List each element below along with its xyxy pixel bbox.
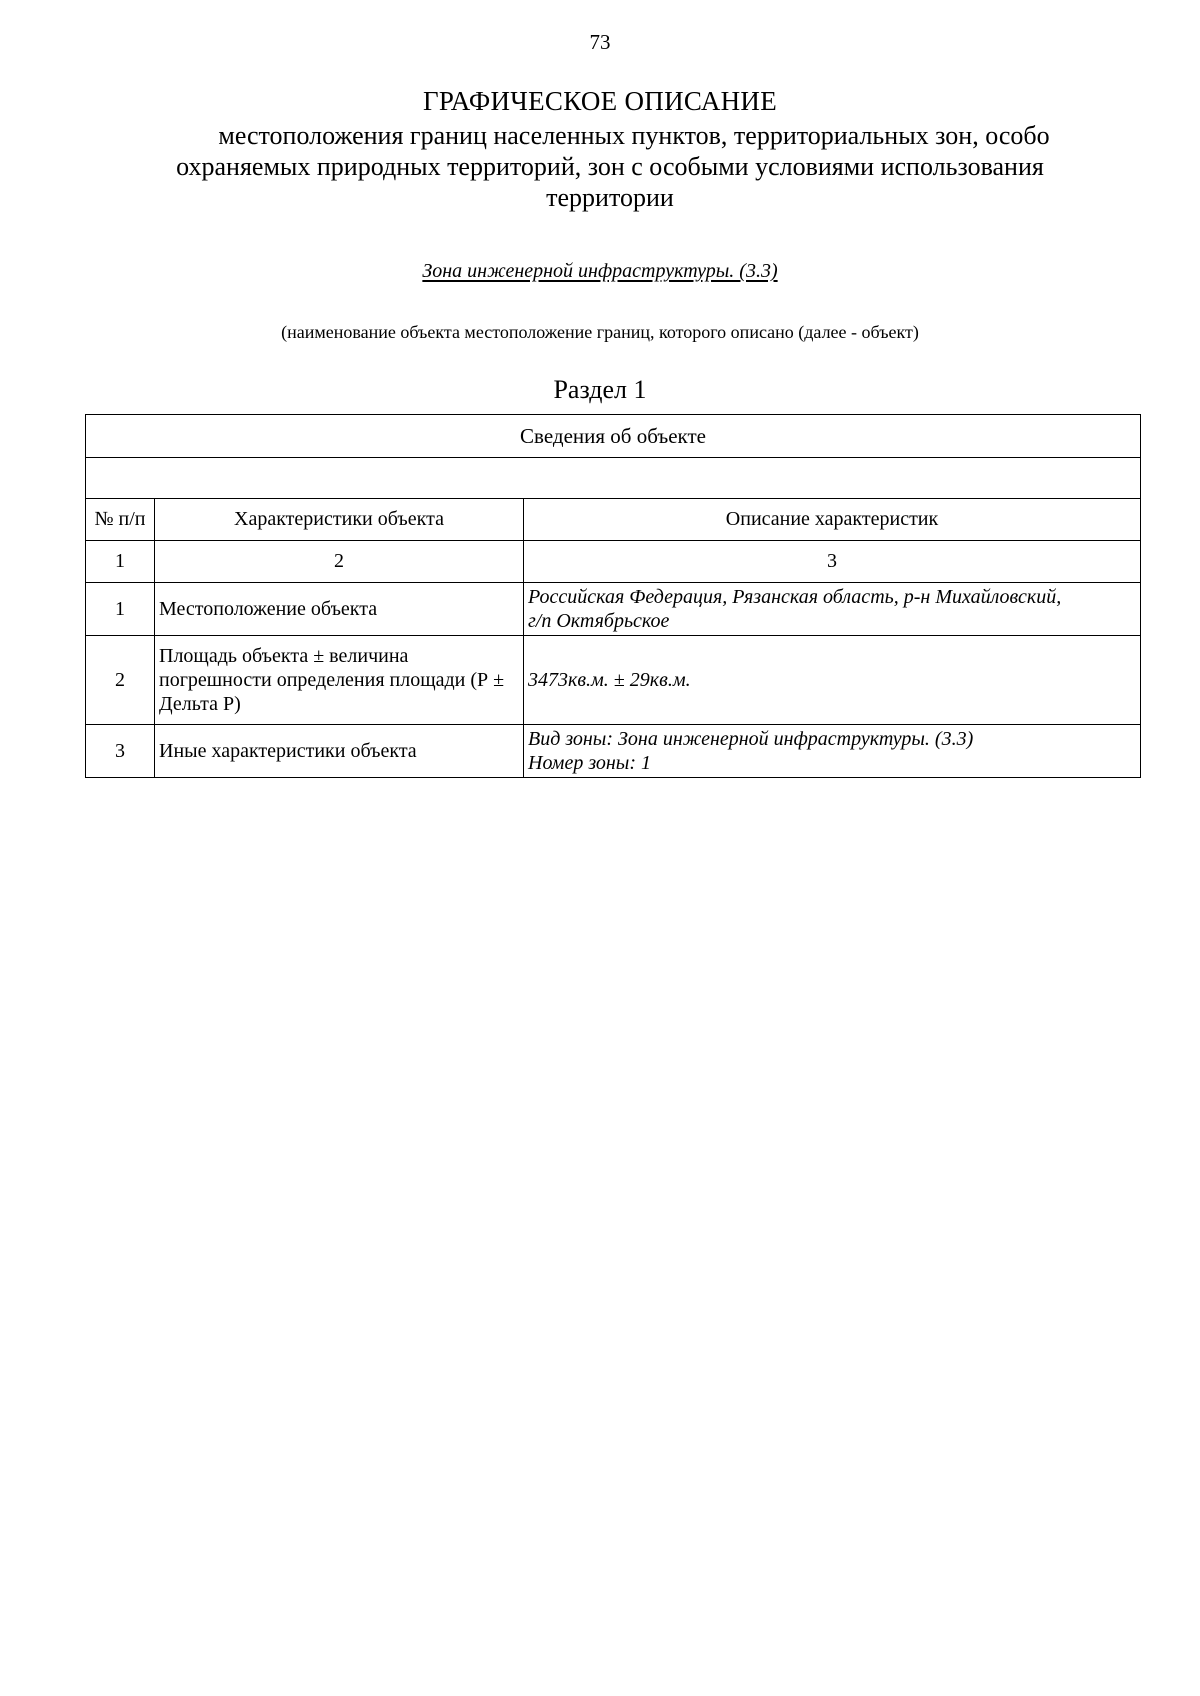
row-description: [524, 583, 1141, 636]
description-line: 3473кв.м. ± 29кв.м.: [528, 669, 691, 691]
object-caption: (наименование объекта местоположение границ, которого описано (далее - объект): [281, 322, 919, 342]
index-cell: 2: [155, 541, 524, 583]
row-characteristic: Площадь объекта ± величина погрешности определения площади (Р ± Дельта Р): [155, 636, 524, 725]
header-number: № п/п: [86, 499, 155, 541]
row-number: 2: [86, 636, 155, 725]
header-characteristic: Характеристики объекта: [155, 499, 524, 541]
index-cell: 3: [524, 541, 1141, 583]
object-info-table: [85, 414, 1141, 778]
object-name: Зона инженерной инфраструктуры. (3.3): [422, 260, 778, 282]
table-empty-row: [86, 458, 1141, 499]
table-row: [86, 636, 1141, 725]
empty-cell: [86, 458, 1141, 499]
document-subtitle: местоположения границ населенных пунктов, территориальных зон, особо охраняемых природных территорий, зон с особыми условиями использования территории: [176, 121, 1050, 212]
row-description: [524, 636, 1141, 725]
row-characteristic: Иные характеристики объекта: [155, 725, 524, 778]
description-line: Российская Федерация, Рязанская область, р-н Михайловский,: [528, 586, 1062, 608]
table-caption-row: [86, 415, 1141, 458]
page-number: 73: [589, 30, 611, 54]
index-cell: 1: [86, 541, 155, 583]
section-title: Раздел 1: [553, 375, 647, 404]
row-description: [524, 725, 1141, 778]
table-row: [86, 725, 1141, 778]
document-title: ГРАФИЧЕСКОЕ ОПИСАНИЕ: [422, 86, 778, 116]
table-row: [86, 583, 1141, 636]
header-description: Описание характеристик: [524, 499, 1141, 541]
description-line: Номер зоны: 1: [528, 752, 651, 774]
description-line: г/п Октябрьское: [528, 610, 670, 632]
row-number: 3: [86, 725, 155, 778]
table-caption: Сведения об объекте: [86, 415, 1141, 458]
row-characteristic: Местоположение объекта: [155, 583, 524, 636]
row-number: 1: [86, 583, 155, 636]
table-header-row: [86, 499, 1141, 541]
description-line: Вид зоны: Зона инженерной инфраструктуры. (3.3): [528, 728, 974, 750]
table-index-row: [86, 541, 1141, 583]
